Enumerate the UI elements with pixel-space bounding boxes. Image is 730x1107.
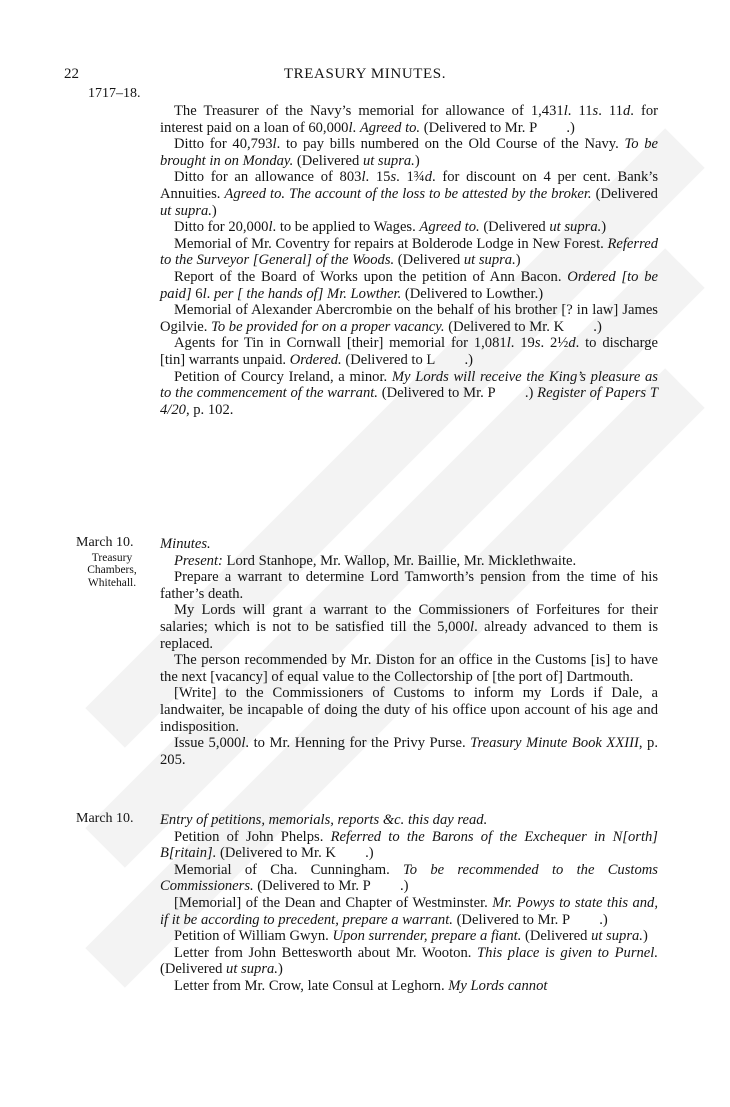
paragraph <box>160 236 658 269</box>
paragraph <box>160 735 658 768</box>
italic-run: Treasury Minute Book XXIII <box>470 735 639 752</box>
italic-run: l <box>348 119 353 136</box>
italic-run: To be brought in on Monday. <box>160 136 658 169</box>
paragraph <box>160 302 658 335</box>
text-run: (Delivered to Mr. K .) <box>216 845 374 862</box>
paragraph <box>160 829 658 862</box>
paragraph <box>160 553 658 570</box>
text-run: ) <box>211 202 217 219</box>
paragraph <box>160 978 658 995</box>
italic-run: l <box>268 219 273 236</box>
margin-note-minutes <box>76 536 158 589</box>
text-run: Petition of William Gwyn. <box>174 928 333 945</box>
text-run: Petition of John Phelps. <box>174 828 331 845</box>
text-run: Agents for Tin in Cornwall [their] memorial for 1,081 <box>174 335 507 352</box>
italic-run: per [ the hands of] Mr. Lowther. <box>213 285 402 302</box>
text-run: The person recommended by Mr. Diston for an office in the Customs [is] to have the next [vacancy] of equal value to the Collectorship of [the port of] Dartmouth. <box>160 652 658 685</box>
italic-run: Agreed to. <box>359 119 421 136</box>
text-run: (Delivered <box>479 219 550 236</box>
italic-run: l <box>272 136 277 153</box>
text-run: Ditto for 40,793 <box>174 136 273 153</box>
italic-run: Agreed to. The account of the loss to be attested by the broker. <box>224 185 592 202</box>
paragraph <box>160 928 658 945</box>
text-run: (Delivered to L .) <box>341 351 474 368</box>
italic-run: ut supra. <box>463 252 516 269</box>
section-heading: Entry of petitions, memorials, reports &c. this day read. <box>160 812 488 828</box>
paragraph <box>160 685 658 735</box>
text-run: (Delivered <box>394 252 464 269</box>
text-run: The Treasurer of the Navy’s memorial for allowance of 1,431 <box>174 103 564 119</box>
italic-run: ut supra. <box>591 928 643 945</box>
paragraph <box>160 219 658 236</box>
text-run: . 19 <box>510 335 535 352</box>
margin-place-2: Chambers, <box>87 564 137 576</box>
paragraph <box>160 269 658 302</box>
text-run: My Lords will grant a warrant to the Commissioners of Forfeitures for their salaries; which is not to be satisfied till the 5,000 <box>160 602 658 635</box>
paragraph <box>160 335 658 368</box>
text-run: Ditto for 20,000 <box>174 219 269 236</box>
italic-run: d <box>424 169 433 186</box>
paragraph <box>160 945 658 978</box>
text-run: 6 <box>191 285 203 302</box>
italic-run: My Lords cannot <box>448 977 548 994</box>
italic-run: Ordered [to be paid] <box>160 268 658 302</box>
paragraph <box>160 136 658 169</box>
text-run: Memorial of Mr. Coventry for repairs at Bolderode Lodge in New Forest. <box>174 235 608 252</box>
italic-run: This place is given to Purnel. <box>477 944 658 961</box>
paragraph <box>160 895 658 928</box>
text-run: . <box>206 285 214 302</box>
italic-run: d <box>622 103 631 119</box>
text-run: ) <box>642 928 648 945</box>
year-marker: 1717–18. <box>88 86 141 101</box>
italic-run: d <box>568 335 576 352</box>
margin-note-entries <box>76 812 158 828</box>
italic-run: Ordered. <box>289 351 342 368</box>
margin-date: March 10. <box>76 811 134 826</box>
text-run: . to discharge [tin] warrants unpaid. <box>160 335 658 368</box>
text-run: (Delivered to Mr. P .) <box>420 119 575 136</box>
text-run: Issue 5,000 <box>174 735 242 752</box>
italic-run: Present: <box>174 552 223 569</box>
italic-run: Referred to the Surveyor [General] of the Woods. <box>160 235 658 269</box>
italic-run: ut supra. <box>549 219 602 236</box>
text-run: [Write] to the Commissioners of Customs to inform my Lords if Dale, a landwaiter, be incapable of doing the duty of his office upon account of his age and indisposition. <box>160 685 658 735</box>
text-run: Letter from John Bettesworth about Mr. Wooton. <box>174 944 478 961</box>
text-run: Memorial of Alexander Abercrombie on the behalf of his brother [? in law] James Ogilvie. <box>160 302 658 335</box>
text-run: . to be applied to Wages. <box>272 219 420 236</box>
text-run: . 15 <box>365 169 391 186</box>
text-run: Petition of Courcy Ireland, a minor. <box>174 368 392 385</box>
italic-run: l <box>361 169 366 186</box>
text-run: (Delivered to Mr. P .) <box>452 911 608 928</box>
text-run: (Delivered to Lowther.) <box>401 285 544 302</box>
margin-date: March 10. <box>76 535 134 550</box>
text-run: . 11 <box>598 103 623 119</box>
section-navy-memorials <box>160 103 658 418</box>
italic-run: My Lords will receive the King’s pleasure as to the commencement of the warrant. <box>160 368 658 402</box>
text-run: . 2½ <box>540 335 569 352</box>
page-number: 22 <box>64 66 79 82</box>
italic-run: ut supra. <box>226 961 278 978</box>
text-run: . for discount on 4 per cent. Bank’s Annuities. <box>160 169 659 202</box>
italic-run: Register of Papers T 4/20 <box>160 385 658 418</box>
text-run: (Delivered to Mr. K .) <box>444 318 602 335</box>
text-run: Letter from Mr. Crow, late Consul at Leghorn. <box>174 977 449 994</box>
text-run: Ditto for an allowance of 803 <box>174 169 362 186</box>
italic-run: Upon surrender, prepare a fiant. <box>332 928 522 945</box>
text-run: . to Mr. Henning for the Privy Purse. <box>245 735 471 752</box>
running-title: TREASURY MINUTES. <box>283 66 447 82</box>
italic-run: l <box>506 335 511 352</box>
margin-place-3: Whitehall. <box>87 576 137 589</box>
italic-run: To be provided for on a proper vacancy. <box>211 318 445 335</box>
text-run: (Delivered <box>160 961 227 978</box>
text-run: , p. 102. <box>185 401 234 418</box>
text-run: ) <box>414 152 420 169</box>
text-run: . 1¾ <box>396 169 425 186</box>
italic-run: l <box>563 103 568 119</box>
text-run: . <box>352 119 360 136</box>
paragraph <box>160 569 658 602</box>
text-run: Report of the Board of Works upon the petition of Ann Bacon. <box>174 268 568 285</box>
section-entries <box>160 812 658 995</box>
italic-run: To be recommended to the Customs Commissioners. <box>160 861 658 895</box>
paragraph <box>160 862 658 895</box>
italic-run: Mr. Powys to state this and, if it be according to precedent, prepare a warrant. <box>160 894 659 928</box>
paragraph <box>160 369 658 419</box>
text-run: ) <box>601 219 607 236</box>
italic-run: s <box>534 335 541 352</box>
text-run: (Delivered to Mr. P .) <box>253 878 409 895</box>
text-run: . 11 <box>567 103 593 119</box>
text-run: . already advanced to them is replaced. <box>160 618 658 652</box>
text-run: Lord Stanhope, Mr. Wallop, Mr. Baillie, Mr. Micklethwaite. <box>222 552 577 569</box>
text-run: , p. 205. <box>160 735 658 768</box>
italic-run: Agreed to. <box>419 219 480 236</box>
paragraph <box>160 103 658 136</box>
italic-run: l <box>470 618 475 635</box>
margin-place-1: Treasury <box>91 551 133 564</box>
text-run: (Delivered to Mr. P .) <box>377 385 538 402</box>
text-run: (Delivered <box>521 928 592 945</box>
text-run: Memorial of Cha. Cunningham. <box>174 861 403 878</box>
paragraph <box>160 169 658 219</box>
text-run: (Delivered <box>591 185 658 202</box>
italic-run: ut supra. <box>362 152 415 169</box>
italic-run: l <box>241 735 246 752</box>
paragraph <box>160 602 658 652</box>
text-run: (Delivered <box>293 152 363 169</box>
section-heading: Minutes. <box>160 536 211 552</box>
text-run: . to pay bills numbered on the Old Course of the Navy. <box>276 136 625 153</box>
italic-run: ut supra. <box>160 202 212 219</box>
text-run: ) <box>277 961 283 978</box>
italic-run: s <box>592 103 599 119</box>
paragraph <box>160 652 658 685</box>
italic-run: Referred to the Barons of the Exchequer in N[orth] B[ritain]. <box>160 828 658 862</box>
italic-run: l <box>202 285 207 302</box>
italic-run: s <box>390 169 397 186</box>
text-run: ) <box>515 252 521 269</box>
text-run: Prepare a warrant to determine Lord Tamworth’s pension from the time of his father’s death. <box>160 569 658 602</box>
text-run: [Memorial] of the Dean and Chapter of Westminster. <box>174 894 493 911</box>
section-minutes <box>160 536 658 768</box>
text-run: . for interest paid on a loan of 60,000 <box>160 103 658 136</box>
